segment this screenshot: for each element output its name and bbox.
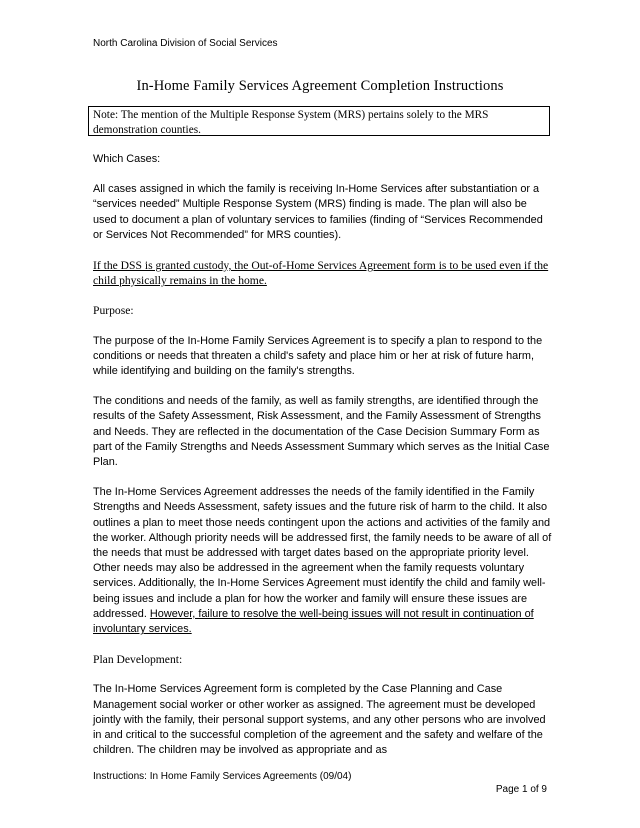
which-cases-heading: Which Cases: xyxy=(93,153,161,165)
purpose-paragraph-1: The purpose of the In-Home Family Services Agreement is to specify a plan to respond to the conditions or needs that threaten a child's safety and place him or her at risk of future harm, while identifying and building on the family's strengths. xyxy=(93,334,543,378)
note-box: Note: The mention of the Multiple Response System (MRS) pertains solely to the MRS demonstration counties. xyxy=(88,106,550,136)
custody-paragraph: If the DSS is granted custody, the Out-of-Home Services Agreement form is to be used even if the child physically remains in the home. xyxy=(93,259,549,288)
page-footer: Instructions: In Home Family Services Agreements (09/04) xyxy=(93,771,352,782)
document-title: In-Home Family Services Agreement Completion Instructions xyxy=(136,78,504,94)
purpose-paragraph-2: The conditions and needs of the family, as well as family strengths, are identified through the results of the Safety Assessment, Risk Assessment, and the Family Assessment of Strengths and Needs. They are reflected in the documentation of the Case Decision Summary Form as part of the Family Strengths and Needs Assessment Summary which serves as the Initial Case Plan. xyxy=(93,395,550,469)
purpose-paragraph-3 xyxy=(93,485,553,637)
plan-development-paragraph: The In-Home Services Agreement form is completed by the Case Planning and Case Management social worker or other worker as assigned. The agreement must be developed jointly with the family, their personal support systems, and any other persons who are involved in and critical to the successful completion of the agreement and the safety and welfare of the children. The children may be involved as appropriate and as xyxy=(93,683,546,757)
well-being-disclaimer: However, failure to resolve the well-being issues will not result in continuation of involuntary services. xyxy=(93,607,534,636)
page-header: North Carolina Division of Social Services xyxy=(93,38,278,49)
purpose-paragraph-3-text: The In-Home Services Agreement addresses the needs of the family identified in the Family Strengths and Needs Assessment, safety issues and the future risk of harm to the child. It also outlines a plan to meet those needs contingent upon the actions and activities of the family and the worker. Although priority needs will be addressed first, the family needs to be aware of all of the needs that must be addressed with target dates based on the appropriate priority level. Other needs may also be addressed in the agreement when the family requests voluntary services. Additionally, the In-Home Services Agreement must identify the child and family well-being issues and include a plan for how the worker and family will ensure these issues are addressed. xyxy=(93,486,552,620)
plan-development-heading: Plan Development: xyxy=(93,653,183,667)
purpose-heading: Purpose: xyxy=(93,304,134,318)
page-number: Page 1 of 9 xyxy=(495,784,547,795)
document-body xyxy=(93,152,553,759)
which-cases-paragraph: All cases assigned in which the family is receiving In-Home Services after substantiation or a “services needed” Multiple Response System (MRS) finding is made. The plan will also be used to document a plan of voluntary services to families (finding of “Services Recommended or Services Not Recommended” for MRS counties). xyxy=(93,183,543,241)
